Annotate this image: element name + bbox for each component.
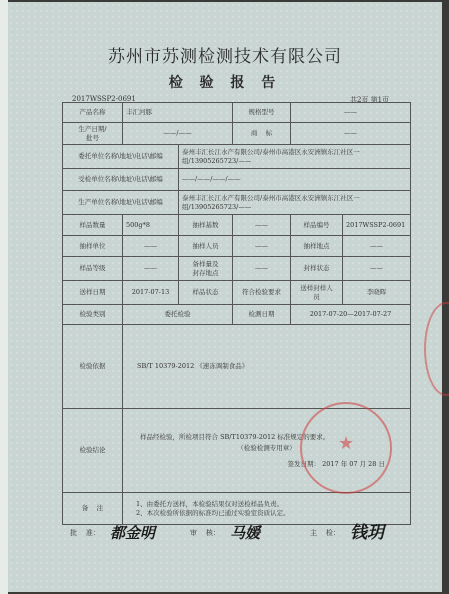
client-label: 委托单位名称\地址\电话\邮编 [63, 145, 179, 169]
sample-qty-label: 样品数量 [63, 215, 123, 236]
producer-label: 生产单位名称\地址\电话\邮编 [63, 191, 179, 215]
page-info: 共2页 第1页 [350, 96, 390, 104]
sealed-status: —— [343, 257, 411, 281]
delivery-date-label: 送样日期 [63, 281, 123, 305]
sample-qty: 500g*8 [123, 215, 179, 236]
review-label: 审 核： [190, 529, 220, 537]
table-row [63, 191, 411, 215]
product-name: 丰汇河豚 [123, 103, 233, 123]
test-type-label: 检验类别 [63, 305, 123, 325]
report-title: 检 验 报 告 [168, 75, 282, 91]
seal-caption: （检验检测专用章） [237, 443, 296, 452]
sample-status-label: 样品状态 [179, 281, 233, 305]
prod-date-label: 生产日期/ 批号 [63, 123, 123, 145]
grade-label: 样品等级 [63, 257, 123, 281]
report-number: 2017WSSP2-0691 [72, 95, 136, 103]
test-date-label: 检测日期 [233, 305, 291, 325]
seal-star-icon: ★ [338, 433, 355, 454]
left-margin-strip [0, 0, 8, 594]
sampler-label: 抽样单位 [63, 236, 123, 257]
table-row [63, 103, 411, 123]
sealer-value: 李晓晖 [343, 281, 411, 305]
storage-label: 备样量及 封存地点 [179, 257, 233, 281]
sampling-person-label: 抽样人员 [179, 236, 233, 257]
sampler-value: —— [123, 236, 179, 257]
inspected-label: 受检单位名称\地址\电话\邮编 [63, 169, 179, 191]
grade-value: —— [123, 257, 179, 281]
remarks-label: 备 注 [63, 493, 123, 525]
table-row [63, 257, 411, 281]
delivery-date: 2017-07-13 [123, 281, 179, 305]
basis-value: SB/T 10379-2012 《速冻调制食品》 [123, 325, 411, 409]
sampling-person: —— [233, 236, 291, 257]
table-row [63, 169, 411, 191]
test-type: 委托检验 [123, 305, 233, 325]
table-row [63, 215, 411, 236]
table-row [63, 305, 411, 325]
table-row [63, 236, 411, 257]
conclusion-label: 检验结论 [63, 409, 123, 493]
inspected-value: ——/——/——/—— [179, 169, 411, 191]
table-row [63, 325, 411, 409]
prod-date: ——/—— [123, 123, 233, 145]
table-row [63, 281, 411, 305]
spec-label: 规格型号 [233, 103, 291, 123]
sample-status: 符合检验要求 [233, 281, 291, 305]
brand-label: 商 标 [233, 123, 291, 145]
sealer-label: 送样封样人 员 [291, 281, 343, 305]
basis-label: 检验依据 [63, 325, 123, 409]
side-seal-stamp [424, 302, 449, 396]
sampling-base: —— [233, 215, 291, 236]
spec-value: —— [291, 103, 411, 123]
table-row [63, 145, 411, 169]
remark-2: 2、本次检验所依据的标准均已通过实验室资质认定。 [136, 509, 290, 517]
producer-value: 泰州丰汇长江水产有限公司/泰州市高港区永安洲镇东江社区一组/13905265723/—— [179, 191, 411, 215]
remark-1: 1、由委托方送样，本检验结果仅对送检样品负责。 [136, 499, 284, 508]
table-row [63, 123, 411, 145]
sampling-base-label: 抽样基数 [179, 215, 233, 236]
approve-signature: 都金明 [110, 524, 156, 542]
sample-no: 2017WSSP2-0691 [343, 215, 411, 236]
sealed-status-label: 封样状态 [291, 257, 343, 281]
client-value: 泰州丰汇长江水产有限公司/泰州市高港区永安洲镇东江社区一组/13905265723/—— [179, 145, 411, 169]
test-date: 2017-07-20—2017-07-27 [291, 305, 411, 325]
review-signature: 马媛 [230, 524, 261, 542]
conclusion-text: 样品经检验，所检项目符合 SB/T10379-2012 标准规定的要求。 [140, 432, 330, 441]
approve-label: 批 准： [70, 529, 100, 537]
sample-no-label: 样品编号 [291, 215, 343, 236]
sampling-place-label: 抽样地点 [291, 236, 343, 257]
sampling-place: —— [343, 236, 411, 257]
issue-date: 签发日期： 2017 年 07 月 28 日 [287, 460, 385, 469]
product-name-label: 产品名称 [63, 103, 123, 123]
main-inspector-label: 主 检： [310, 529, 340, 537]
storage-value: —— [233, 257, 291, 281]
company-name: 苏州市苏测检测技术有限公司 [108, 47, 342, 67]
brand-value: —— [291, 123, 411, 145]
main-inspector-signature: 钱玥 [350, 523, 384, 543]
